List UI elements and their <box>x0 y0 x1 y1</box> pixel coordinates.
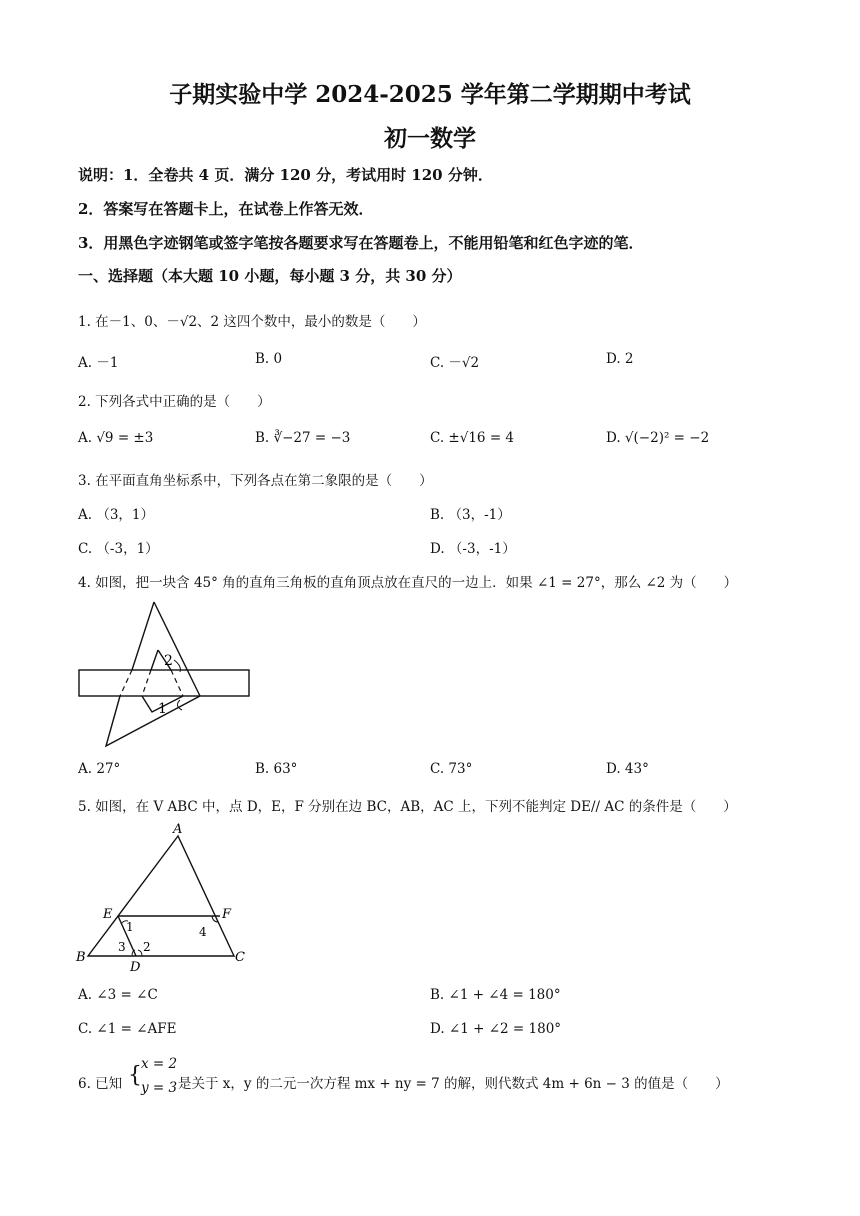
q1-option-b: B. 0 <box>255 351 283 367</box>
label-angle-2: 2 <box>143 940 151 954</box>
q5-option-d: D. ∠1 + ∠2 = 180° <box>430 1021 562 1037</box>
system-brace: { <box>128 1063 142 1088</box>
q2-option-c: C. ±√16 = 4 <box>430 430 515 446</box>
exam-title: 子期实验中学 2024-2025 学年第二学期期中考试 <box>169 81 691 108</box>
label-angle-1: 1 <box>158 701 167 717</box>
question-6-suffix: 是关于 x，y 的二元一次方程 mx + ny = 7 的解，则代数式 4m + 6n − 3 的值是（ ） <box>178 1076 729 1092</box>
question-3-stem: 3. 在平面直角坐标系中，下列各点在第二象限的是（ ） <box>78 473 433 489</box>
exam-subtitle: 初一数学 <box>384 125 476 152</box>
triangle-abc-figure <box>72 820 257 975</box>
q3-option-c: C. （-3，1） <box>78 541 159 557</box>
q3-option-b: B. （3，-1） <box>430 507 511 523</box>
label-angle-4: 4 <box>199 925 207 939</box>
label-angle-2: 2 <box>164 653 173 669</box>
note-3: 3．用黑色字迹钢笔或签字笔按各题要求写在答题卷上，不能用铅笔和红色字迹的笔． <box>78 234 644 252</box>
q1-option-a: A. －1 <box>78 355 119 371</box>
triangle-edge-bottom <box>106 696 200 746</box>
q3-option-a: A. （3，1） <box>78 507 155 523</box>
label-c: C <box>235 950 245 965</box>
q4-option-a: A. 27° <box>78 761 121 777</box>
ruler <box>79 670 249 696</box>
triangle-edge-left <box>132 602 154 670</box>
q2-option-d: D. √(−2)² = −2 <box>606 430 710 446</box>
note-1: 说明：1．全卷共 4 页．满分 120 分，考试用时 120 分钟． <box>78 166 493 184</box>
question-4-stem: 4. 如图，把一块含 45° 角的直角三角板的直角顶点放在直尺的一边上．如果 ∠1 = 27°，那么 ∠2 为（ ） <box>78 575 738 591</box>
section-heading: 一、选择题（本大题 10 小题，每小题 3 分，共 30 分） <box>78 267 462 285</box>
triangle-abc <box>88 836 234 956</box>
q4-option-c: C. 73° <box>430 761 473 777</box>
inner-hidden-right <box>171 670 183 696</box>
label-f: F <box>222 907 232 922</box>
q1-option-c: C. －√2 <box>430 355 480 371</box>
question-5-stem: 5. 如图，在 V ABC 中，点 D，E，F 分别在边 BC，AB，AC 上，下列不能判定 DE// AC 的条件是（ ） <box>78 799 737 815</box>
q2-option-b: B. ∛−27 = −3 <box>255 430 351 446</box>
q2-option-a: A. √9 = ±3 <box>78 430 154 446</box>
ruler-triangle-figure <box>70 596 260 754</box>
question-6-prefix: 6. 已知 <box>78 1076 123 1092</box>
inner-edge-left <box>151 650 158 670</box>
angle-1-arc <box>177 700 182 710</box>
q5-option-b: B. ∠1 + ∠4 = 180° <box>430 987 561 1003</box>
inner-hidden-left <box>142 670 151 696</box>
q4-option-d: D. 43° <box>606 761 649 777</box>
q5-option-c: C. ∠1 = ∠AFE <box>78 1021 177 1037</box>
label-b: B <box>76 950 86 965</box>
label-d: D <box>130 960 141 975</box>
label-a: A <box>173 822 183 837</box>
question-2-stem: 2. 下列各式中正确的是（ ） <box>78 394 271 410</box>
label-angle-1: 1 <box>126 920 134 934</box>
q5-option-a: A. ∠3 = ∠C <box>78 987 158 1003</box>
label-angle-3: 3 <box>118 940 126 954</box>
system-eq-1: x = 2 <box>141 1056 178 1072</box>
hidden-edge-left <box>120 670 132 696</box>
label-e: E <box>103 907 113 922</box>
question-1-stem: 1. 在－1、0、－√2、2 这四个数中，最小的数是（ ） <box>78 314 426 330</box>
q4-option-b: B. 63° <box>255 761 298 777</box>
note-2: 2．答案写在答题卡上，在试卷上作答无效． <box>78 200 374 218</box>
system-eq-2: y = 3 <box>141 1080 178 1096</box>
q1-option-d: D. 2 <box>606 351 634 367</box>
angle-2-arc <box>138 950 142 956</box>
q3-option-d: D. （-3，-1） <box>430 541 516 557</box>
